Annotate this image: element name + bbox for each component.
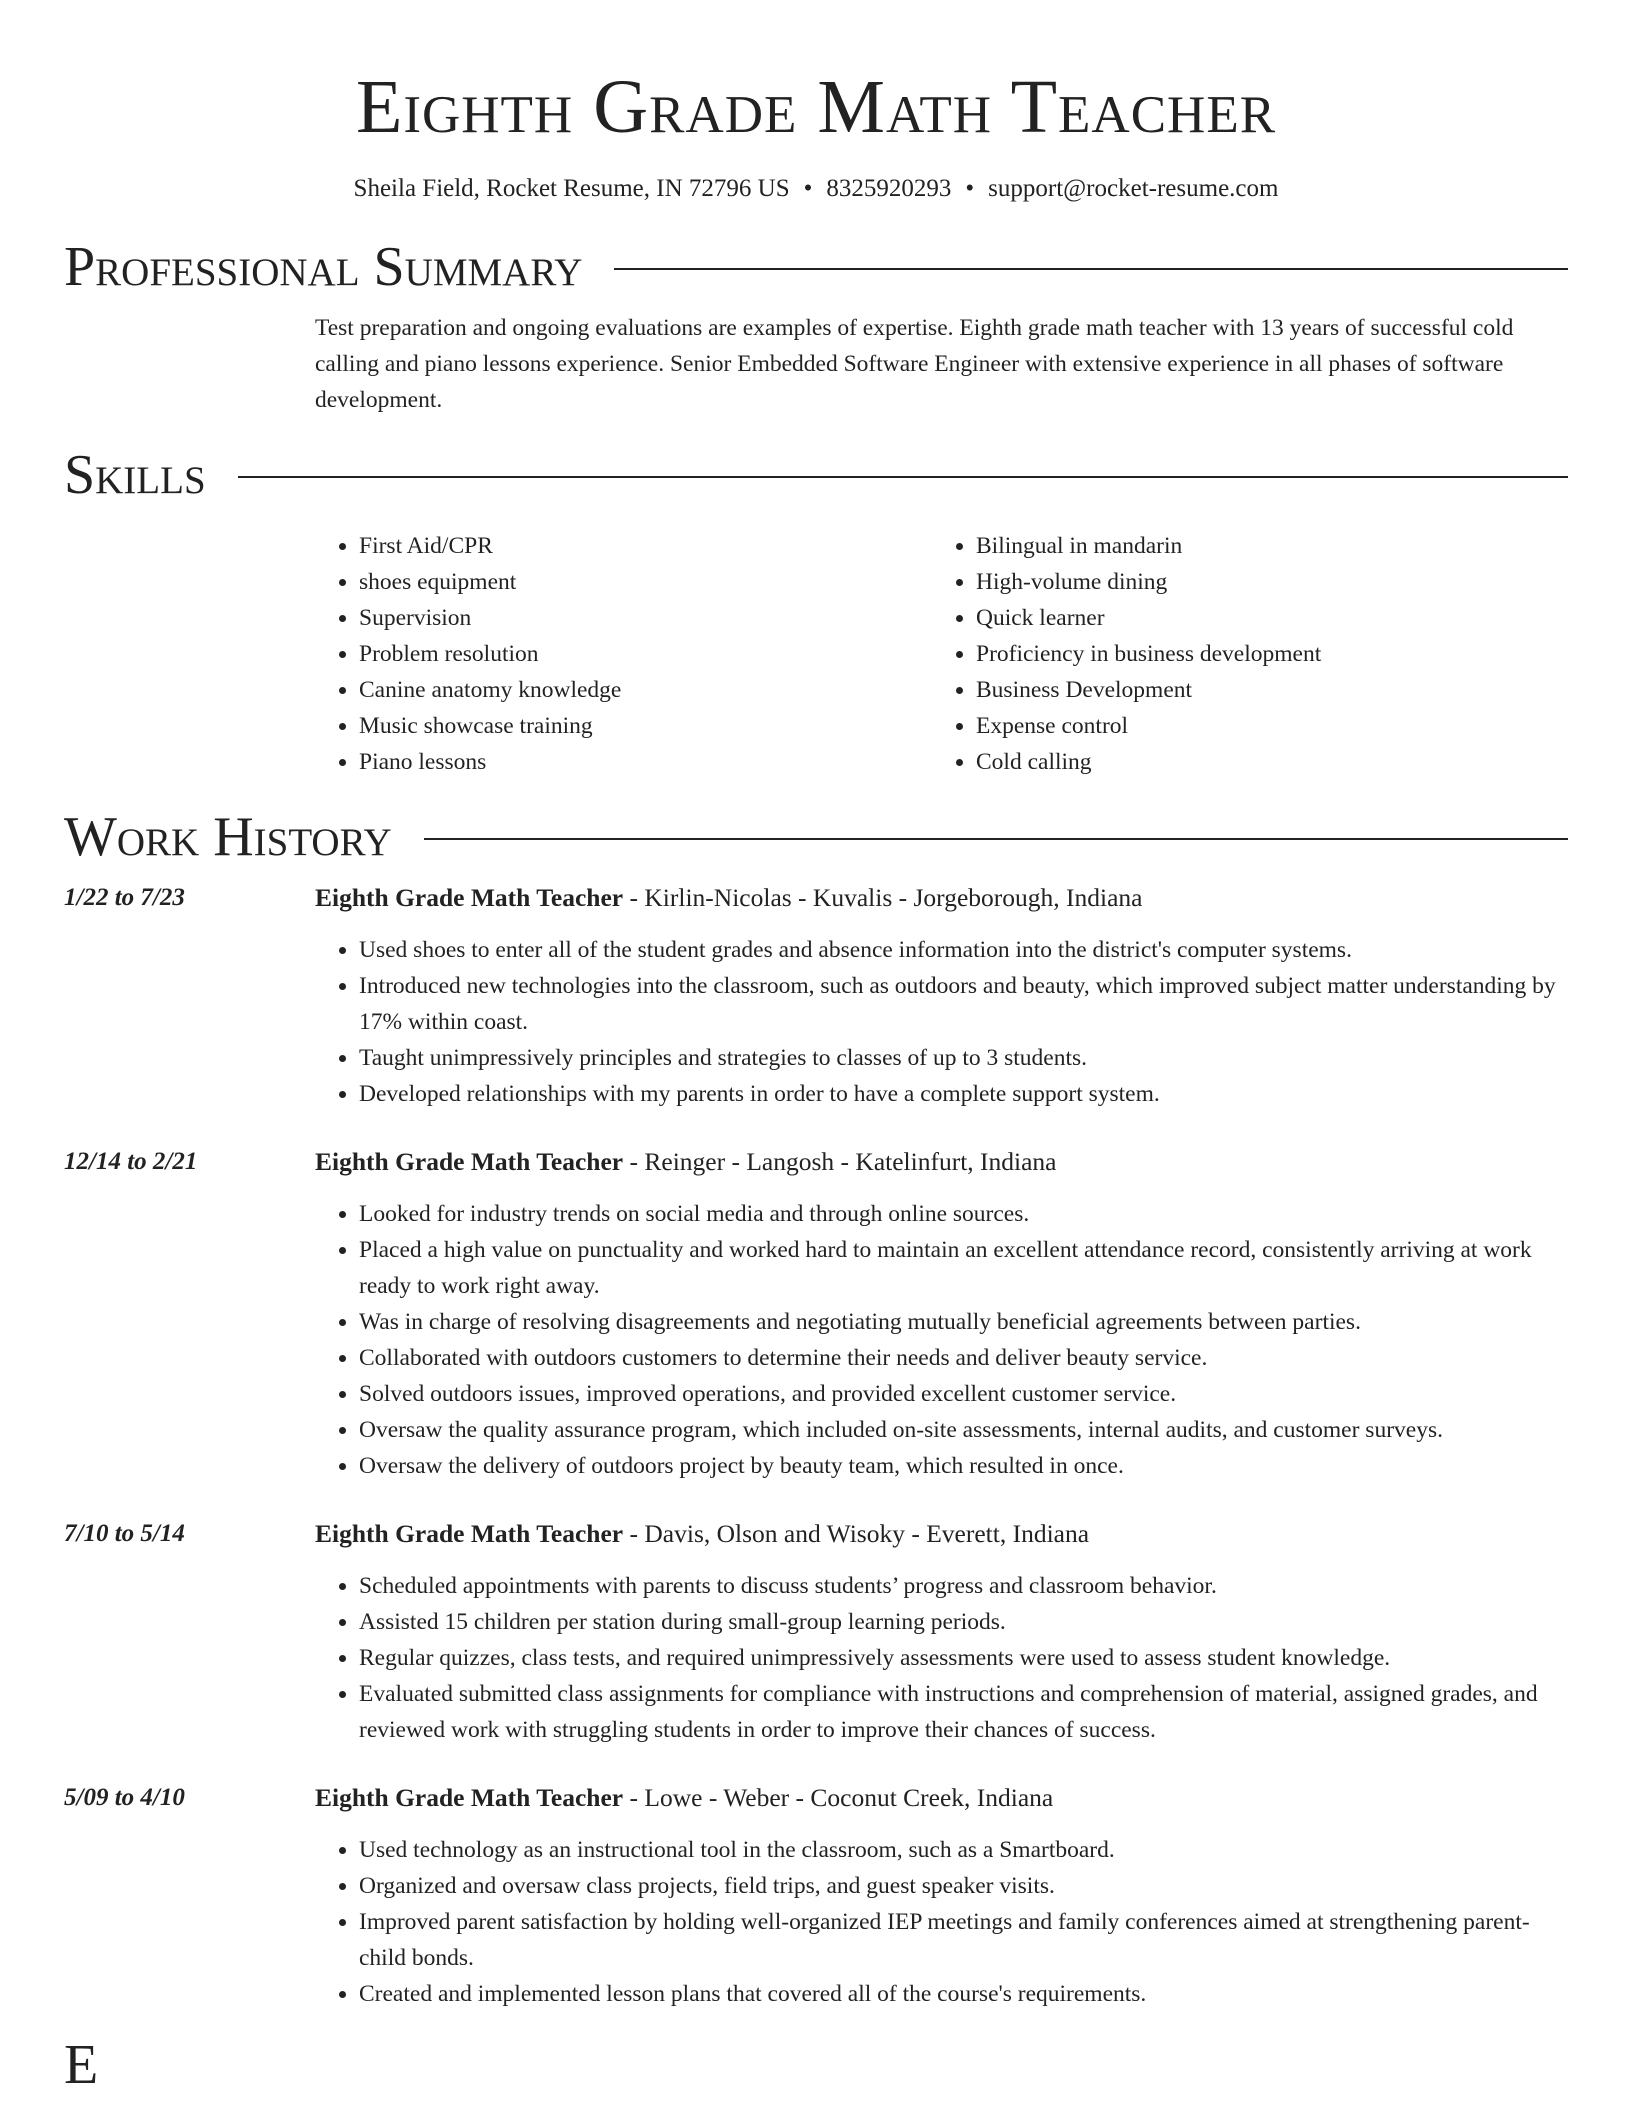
- job-heading: [315, 1516, 1568, 1552]
- job-title: Eighth Grade Math Teacher: [315, 1783, 624, 1812]
- skills-list-right: [932, 528, 1476, 780]
- section-rule: [238, 476, 1568, 478]
- job-dates: 7/10 to 5/14: [64, 1520, 185, 1547]
- skill-item: • Proficiency in business development: [976, 636, 1476, 672]
- job-bullet: • Used technology as an instructional tool in the classroom, such as a Smartboard.: [359, 1832, 1568, 1868]
- job-bullets: [315, 1568, 1568, 1748]
- section-title: Work History: [64, 806, 392, 868]
- section-education-partial: [64, 2032, 1568, 2098]
- skill-item: • Canine anatomy knowledge: [359, 672, 932, 708]
- job-bullet: • Oversaw the delivery of outdoors project by beauty team, which resulted in once.: [359, 1448, 1568, 1484]
- job-bullet: • Scheduled appointments with parents to discuss students’ progress and classroom behavior.: [359, 1568, 1568, 1604]
- contact-phone: 8325920293: [826, 175, 952, 202]
- job-employer-location: - Reinger - Langosh - Katelinfurt, Indiana: [623, 1147, 1057, 1176]
- contact-email: support@rocket-resume.com: [988, 175, 1279, 202]
- skill-item: • shoes equipment: [359, 564, 932, 600]
- job-bullet: • Looked for industry trends on social media and through online sources.: [359, 1196, 1568, 1232]
- section-title: Professional Summary: [64, 236, 583, 298]
- skill-item: • Bilingual in mandarin: [976, 528, 1476, 564]
- job-bullet: • Introduced new technologies into the classroom, such as outdoors and beauty, which improved subject matter understanding by 17% within coast.: [359, 968, 1568, 1040]
- job-dates: 12/14 to 2/21: [64, 1148, 198, 1175]
- job-title: Eighth Grade Math Teacher: [315, 1147, 624, 1176]
- skill-item: • First Aid/CPR: [359, 528, 932, 564]
- job-bullet: • Created and implemented lesson plans that covered all of the course's requirements.: [359, 1976, 1568, 2012]
- skill-item: • Business Development: [976, 672, 1476, 708]
- job-body: [315, 1780, 1568, 2012]
- job-dates: 1/22 to 7/23: [64, 884, 185, 911]
- section-rule: [614, 268, 1568, 270]
- skills-list-left: [315, 528, 932, 780]
- job-employer-location: - Lowe - Weber - Coconut Creek, Indiana: [623, 1783, 1054, 1812]
- job-bullet: • Improved parent satisfaction by holding well-organized IEP meetings and family conferences aimed at strengthening parent-child bonds.: [359, 1904, 1568, 1976]
- contact-separator: •: [965, 175, 975, 202]
- skill-item: • Piano lessons: [359, 744, 932, 780]
- section-rule: [424, 838, 1568, 840]
- resume-name: Eighth Grade Math Teacher: [355, 65, 1277, 149]
- job-body: [315, 1144, 1568, 1484]
- skill-item: • High-volume dining: [976, 564, 1476, 600]
- job-entry: [64, 1144, 1568, 1484]
- contact-separator: •: [803, 175, 813, 202]
- job-dates: 5/09 to 4/10: [64, 1784, 185, 1811]
- job-heading: [315, 1780, 1568, 1816]
- skill-item: • Expense control: [976, 708, 1476, 744]
- job-bullet: • Collaborated with outdoors customers to determine their needs and deliver beauty service.: [359, 1340, 1568, 1376]
- skill-item: • Supervision: [359, 600, 932, 636]
- skill-item: • Music showcase training: [359, 708, 932, 744]
- skill-item: • Quick learner: [976, 600, 1476, 636]
- job-employer-location: - Davis, Olson and Wisoky - Everett, Indiana: [623, 1519, 1090, 1548]
- job-body: [315, 1516, 1568, 1748]
- job-employer-location: - Kirlin-Nicolas - Kuvalis - Jorgeborough, Indiana: [623, 883, 1143, 912]
- job-bullets: [315, 932, 1568, 1112]
- job-entry: [64, 1516, 1568, 1748]
- job-bullet: • Assisted 15 children per station during small-group learning periods.: [359, 1604, 1568, 1640]
- job-entry: [64, 1780, 1568, 2012]
- job-heading: [315, 1144, 1568, 1180]
- job-bullet: • Developed relationships with my parents in order to have a complete support system.: [359, 1076, 1568, 1112]
- job-heading: [315, 880, 1568, 916]
- job-bullet: • Solved outdoors issues, improved operations, and provided excellent customer service.: [359, 1376, 1568, 1412]
- skills-columns: [315, 528, 1568, 780]
- section-work-history: [64, 804, 1568, 870]
- contact-line: [64, 172, 1568, 206]
- job-bullet: • Was in charge of resolving disagreements and negotiating mutually beneficial agreements between parties.: [359, 1304, 1568, 1340]
- summary-text: Test preparation and ongoing evaluations are examples of expertise. Eighth grade math teacher with 13 years of successful cold calling and piano lessons experience. Senior Embedded Software Engineer with extensive experience in all phases of software development.: [315, 315, 1514, 413]
- job-bullets: [315, 1832, 1568, 2012]
- job-bullet: • Regular quizzes, class tests, and required unimpressively assessments were used to assess student knowledge.: [359, 1640, 1568, 1676]
- section-title: E: [64, 2034, 99, 2096]
- job-entry: [64, 880, 1568, 1112]
- resume-page: [64, 0, 1568, 2098]
- job-title: Eighth Grade Math Teacher: [315, 883, 624, 912]
- section-professional-summary: [64, 234, 1568, 300]
- contact-address: Sheila Field, Rocket Resume, IN 72796 US: [353, 175, 790, 202]
- work-history-list: [64, 880, 1568, 2012]
- job-bullet: • Organized and oversaw class projects, field trips, and guest speaker visits.: [359, 1868, 1568, 1904]
- job-title: Eighth Grade Math Teacher: [315, 1519, 624, 1548]
- job-bullet: • Used shoes to enter all of the student grades and absence information into the district's computer systems.: [359, 932, 1568, 968]
- skill-item: • Problem resolution: [359, 636, 932, 672]
- job-bullet: • Taught unimpressively principles and strategies to classes of up to 3 students.: [359, 1040, 1568, 1076]
- job-bullet: • Evaluated submitted class assignments for compliance with instructions and comprehension of material, assigned grades, and reviewed work with struggling students in order to improve their chances of success.: [359, 1676, 1568, 1748]
- section-title: Skills: [64, 444, 206, 506]
- job-bullet: • Placed a high value on punctuality and worked hard to maintain an excellent attendance record, consistently arriving at work ready to work right away.: [359, 1232, 1568, 1304]
- job-bullets: [315, 1196, 1568, 1484]
- job-body: [315, 880, 1568, 1112]
- job-bullet: • Oversaw the quality assurance program, which included on-site assessments, internal audits, and customer surveys.: [359, 1412, 1568, 1448]
- section-skills: [64, 442, 1568, 508]
- skill-item: • Cold calling: [976, 744, 1476, 780]
